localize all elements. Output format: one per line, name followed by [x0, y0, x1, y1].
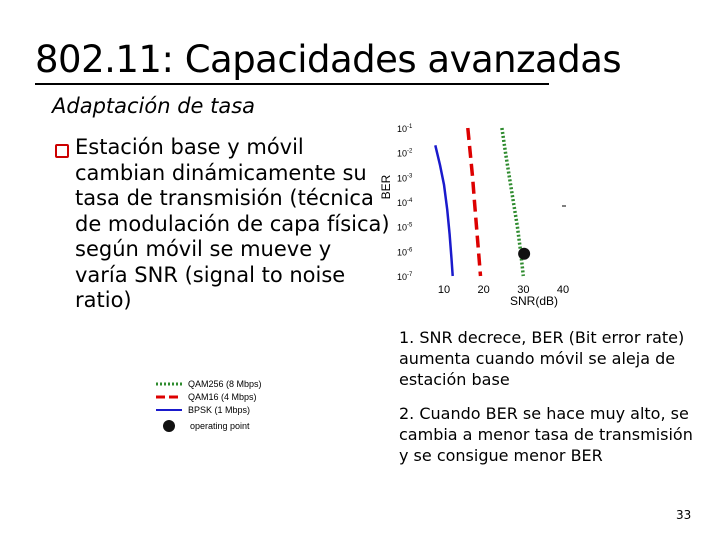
slide-title: 802.11: Capacidades avanzadas [35, 38, 622, 81]
y-tick-label: $10^{-4}$ [397, 198, 413, 208]
bullet-text: Estación base y móvil cambian dinámicamente su tasa de transmisión (técnica de modulación de capa física) según móvil se mueve y varía SNR (signal to noise ratio) [75, 135, 390, 312]
y-tick-label: $10^{-1}$ [397, 124, 413, 134]
legend-label-3: BPSK (1 Mbps) [188, 405, 251, 415]
legend-label-2: QAM16 (4 Mbps) [188, 392, 257, 402]
legend-label-1: QAM256 (8 Mbps) [188, 379, 262, 389]
x-tick-label: 20 [477, 284, 490, 296]
note-2: 2. Cuando BER se hace muy alto, se cambia a menor tasa de transmisión y se consigue menor BER [399, 404, 693, 465]
y-tick-label: $10^{-5}$ [397, 222, 413, 233]
page-number: 33 [676, 508, 692, 522]
y-tick-label: $10^{-3}$ [397, 173, 413, 184]
x-tick-label: 30 [517, 284, 530, 296]
y-tick-label: $10^{-7}$ [397, 272, 413, 282]
x-axis-label: SNR(dB) [509, 294, 559, 308]
y-axis-label: BER [379, 174, 393, 200]
y-tick-label: $10^{-6}$ [397, 247, 413, 258]
y-tick-label: $10^{-2}$ [397, 148, 413, 159]
series-line-3 [435, 145, 452, 276]
note-1: 1. SNR decrece, BER (Bit error rate) aumenta cuando móvil se aleja de estación base [399, 328, 685, 389]
slide-subtitle: Adaptación de tasa [52, 94, 256, 118]
x-tick-label: 40 [556, 284, 570, 296]
operating-point-marker [518, 248, 530, 260]
x-tick-label: 10 [437, 284, 451, 296]
legend-operating-point-marker [163, 420, 175, 432]
series-line-2 [468, 128, 481, 276]
legend-operating-point-label: operating point [190, 421, 250, 431]
